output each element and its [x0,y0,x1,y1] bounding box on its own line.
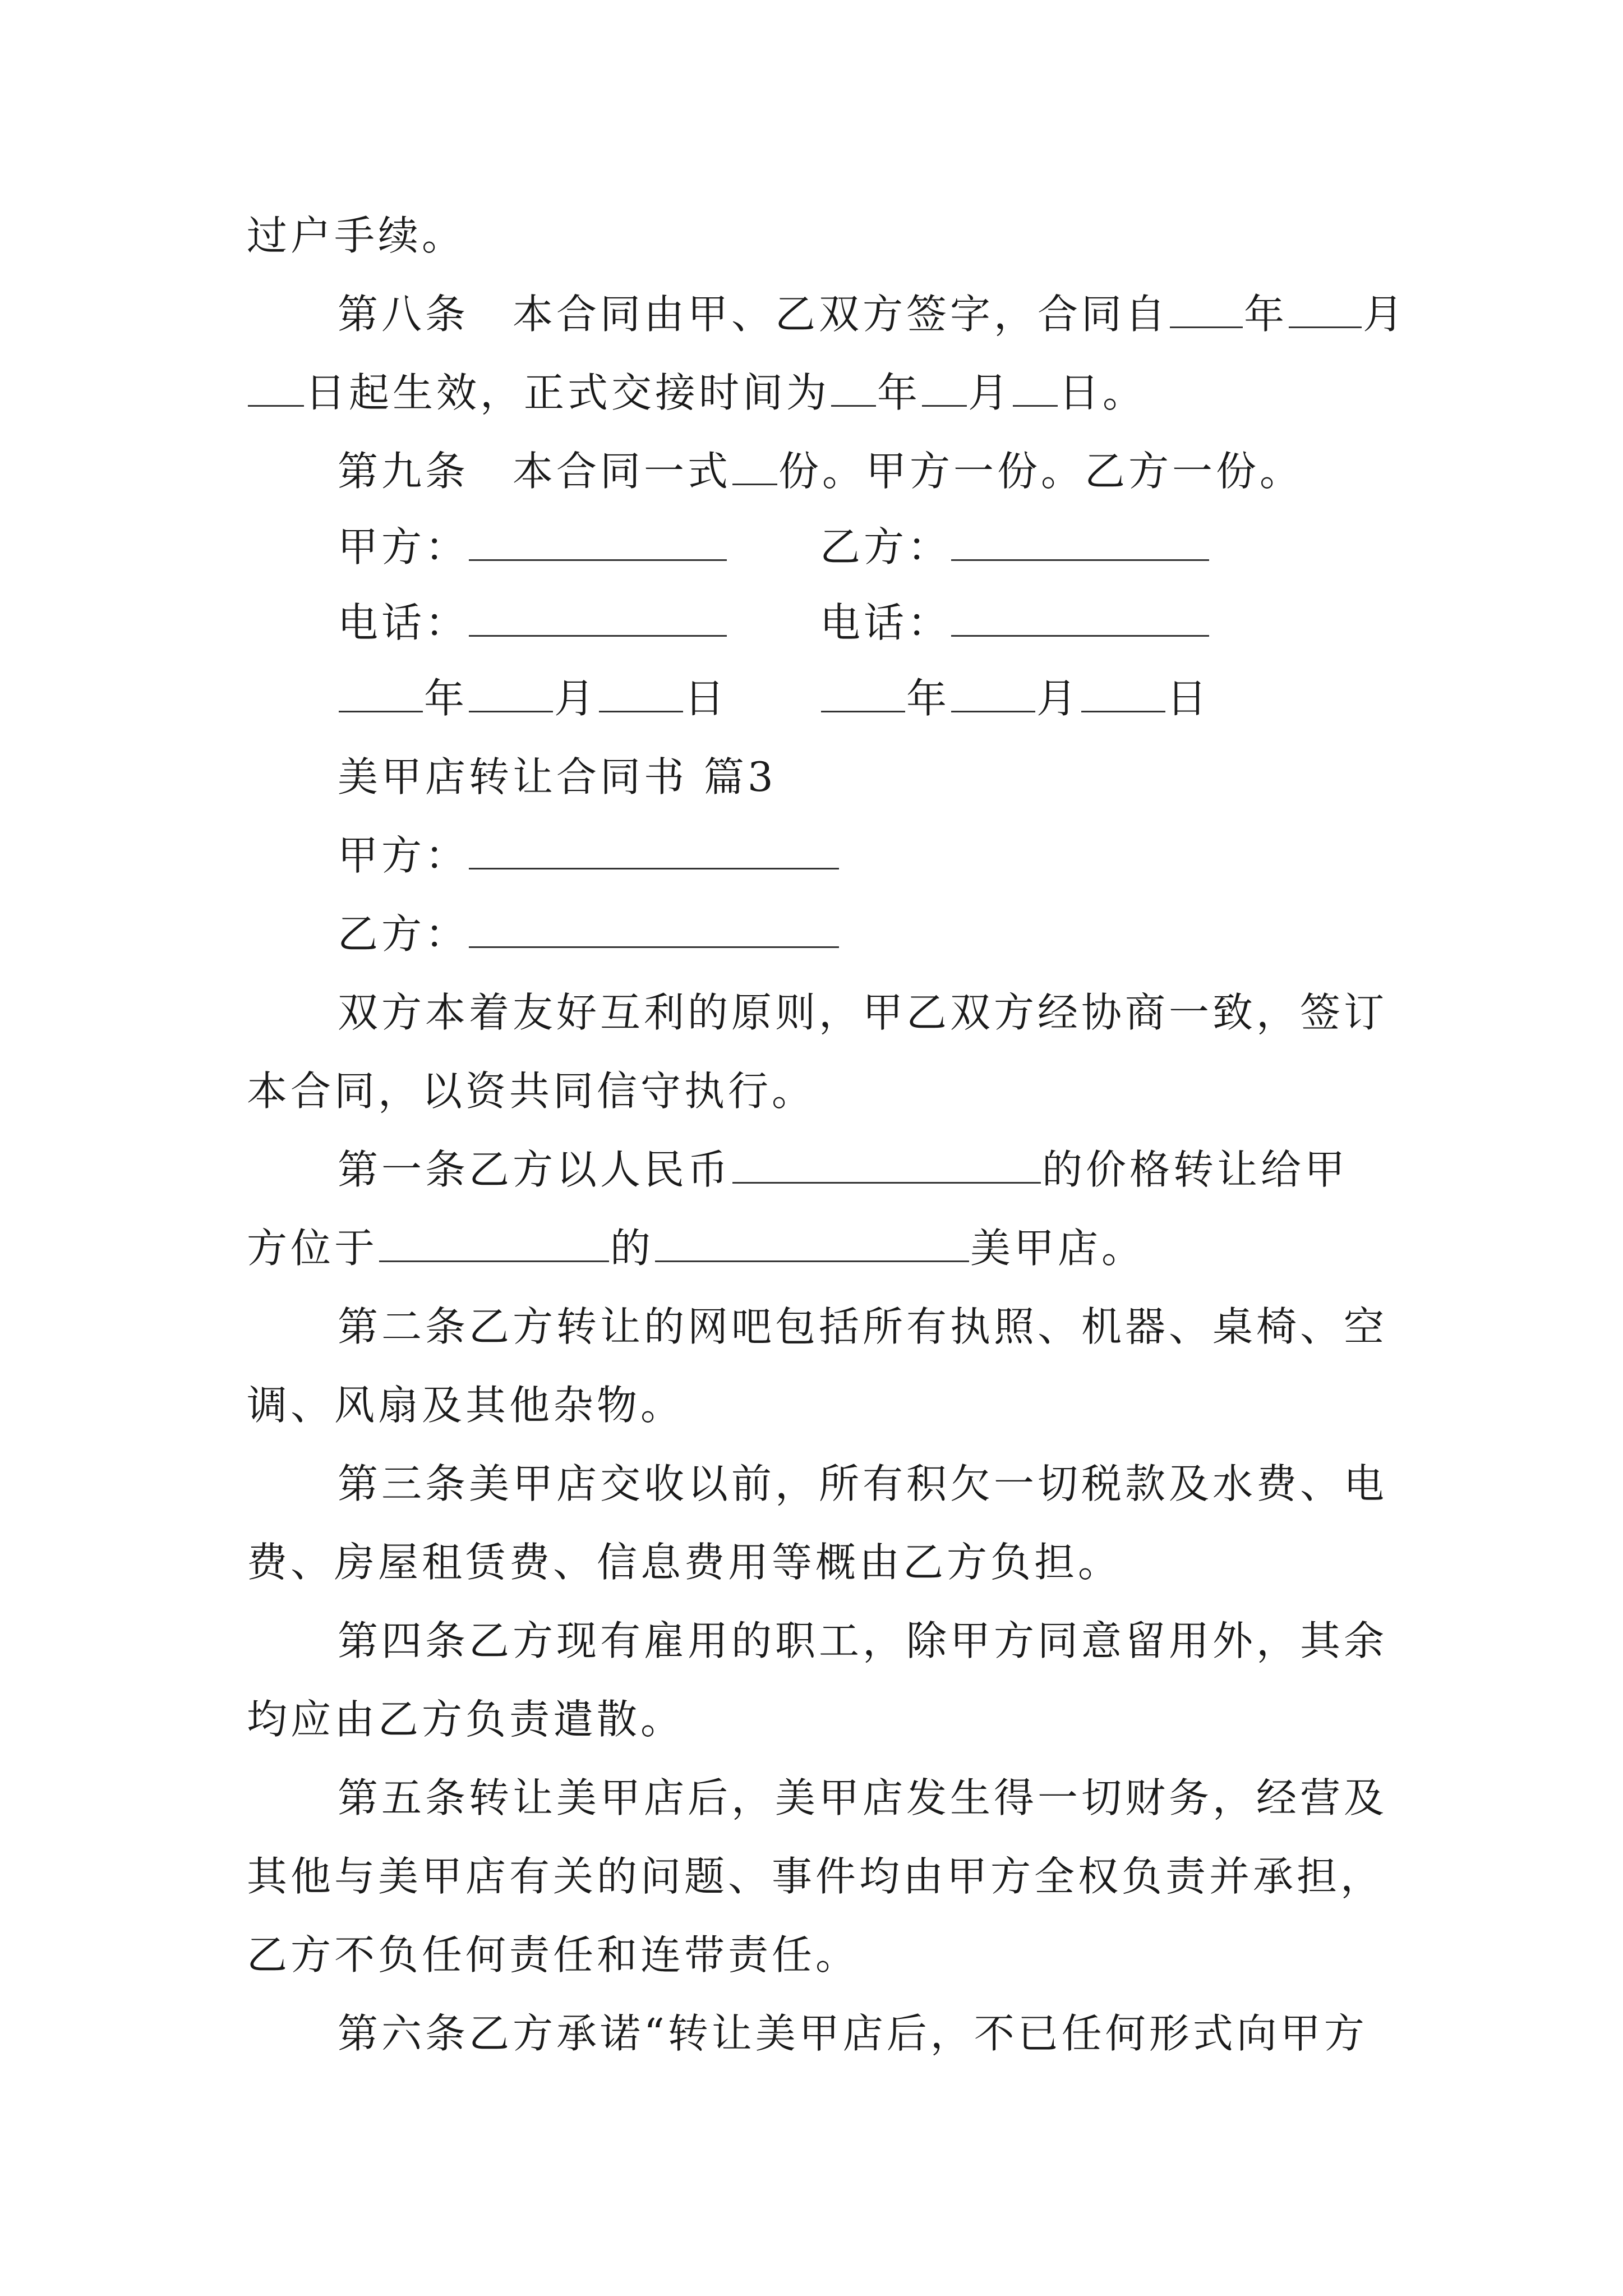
text: 月 [968,369,1012,416]
blank-field [248,365,304,407]
text: 第八条 本合同由甲、乙双方签字，合同自 [338,291,1169,338]
phone-blank [951,598,1209,637]
text: 乙方： [820,523,952,570]
clause-5-line-1 [338,1770,1387,1826]
text: 方位于 [247,1225,379,1272]
blank-field [831,365,876,407]
text: 年 [1244,291,1288,338]
signature-party-b [820,519,1209,575]
text: 第六条乙方承诺“转让美甲店后，不已任何形式向甲方 [338,2010,1368,2057]
phone-party-b [820,595,1209,651]
text: 月 [1363,291,1407,338]
blank-field [339,670,423,712]
text: 第一条乙方以人民币 [338,1146,732,1193]
section-title [338,749,777,805]
paragraph-line [247,1063,815,1119]
text: 美甲店转让合同书 篇3 [338,753,777,800]
text: 第九条 本合同一式 [338,448,732,495]
signature-blank [951,522,1209,561]
text: 月 [554,675,598,722]
text: 调、风扇及其他杂物。 [247,1382,685,1429]
text: 费、房屋租赁费、信息费用等概由乙方负担。 [247,1539,1122,1586]
text: 甲方： [338,523,469,570]
article-9-line [338,443,1303,499]
clause-6-line-1 [338,2005,1368,2062]
text: 日 [684,675,728,722]
text: 甲方： [338,832,469,879]
text: 电话： [338,599,469,646]
blank-field [732,443,777,485]
text: 年 [424,675,468,722]
text: 美甲店。 [970,1225,1146,1272]
text: 电话： [820,599,952,646]
text: 乙方： [338,910,469,958]
party-blank [469,831,839,869]
clause-3-line-1 [338,1456,1387,1512]
text: 其他与美甲店有关的问题、事件均由甲方全权负责并承担， [247,1853,1385,1900]
text: 第二条乙方转让的网吧包括所有执照、机器、桌椅、空 [338,1303,1388,1350]
blank-field [922,365,967,407]
text: 第三条美甲店交收以前，所有积欠一切税款及水费、电 [338,1460,1388,1507]
text: 日 [1166,675,1211,722]
text: 月 [1036,675,1081,722]
clause-4-line-1 [338,1613,1387,1669]
clause-3-line-2 [247,1534,1122,1590]
text: 年 [877,369,921,416]
article-8-line-1 [338,286,1407,342]
phone-party-a [338,595,727,651]
blank-field [1289,286,1362,328]
clause-2-line-1 [338,1299,1387,1355]
phone-blank [469,598,727,637]
blank-field [1081,670,1165,712]
paragraph-line [338,984,1387,1041]
text: 均应由乙方负责遣散。 [247,1696,685,1743]
text: 双方本着友好互利的原则，甲乙双方经协商一致，签订 [338,989,1388,1036]
blank-field [469,670,553,712]
text: 的 [610,1225,654,1272]
blank-field [655,1220,969,1262]
signature-party-a [338,519,727,575]
text: 第四条乙方现有雇用的职工，除甲方同意留用外，其余 [338,1617,1388,1664]
text: 乙方不负任何责任和连带责任。 [247,1931,860,1978]
article-8-line-2 [247,365,1146,421]
text: 份。甲方一份。乙方一份。 [778,448,1304,495]
text: 日。 [1059,369,1147,416]
text: 的价格转让给甲 [1042,1146,1349,1193]
clause-2-line-2 [247,1377,684,1433]
text: 过户手续。 [247,212,466,259]
clause-5-line-2 [247,1848,1384,1904]
clause-1-line-2 [247,1220,1145,1276]
blank-field [379,1220,609,1262]
text: 年 [906,675,951,722]
blank-field [599,670,683,712]
p3-party-b [338,906,839,962]
text: 第五条转让美甲店后，美甲店发生得一切财务，经营及 [338,1774,1388,1821]
p3-party-a [338,827,839,884]
date-party-a [338,670,728,726]
blank-field [732,1142,1041,1184]
blank-field [1170,286,1243,328]
clause-5-line-3 [247,1927,859,1983]
blank-field [1013,365,1058,407]
text: 本合同，以资共同信守执行。 [247,1068,816,1115]
clause-1-line-1 [338,1142,1348,1198]
party-blank [469,909,839,948]
text-line [247,208,465,264]
blank-field [951,670,1035,712]
clause-4-line-2 [247,1691,684,1747]
text: 日起生效，正式交接时间为 [305,369,831,416]
blank-field [821,670,905,712]
date-party-b [820,670,1210,726]
signature-blank [469,522,727,561]
